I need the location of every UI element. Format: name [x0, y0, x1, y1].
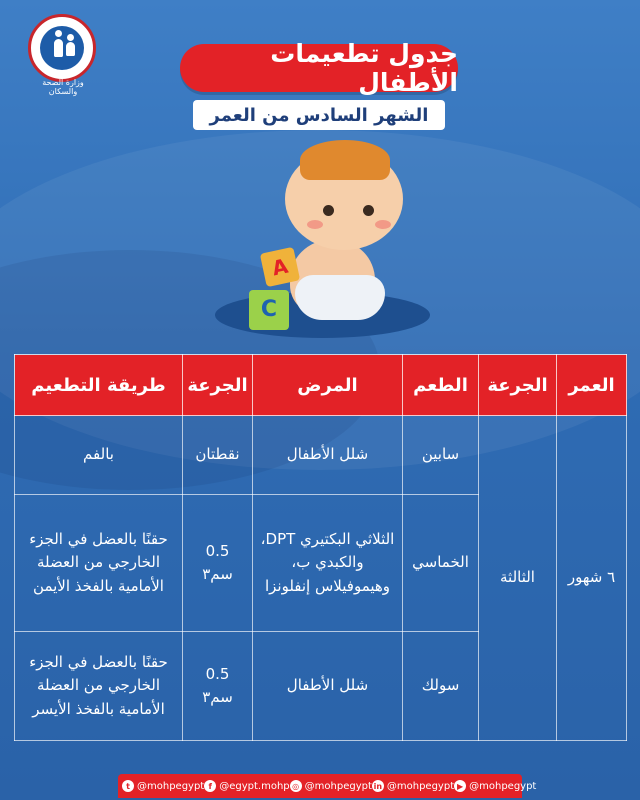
baby-eye-left	[323, 205, 334, 216]
baby-cheek-left	[307, 220, 323, 229]
page-title: جدول تطعيمات الأطفال	[180, 44, 458, 92]
social-handle: @mohpegypt	[304, 780, 372, 792]
cell-disease: الثلاثي البكتيري DPT، والكبدي ب، وهيموفيلاس إنفلونزا	[253, 495, 403, 632]
facebook-icon: f	[204, 780, 216, 792]
table-header-row	[15, 355, 627, 416]
header-disease: المرض	[253, 355, 403, 416]
toy-block-a: A	[260, 247, 300, 287]
social-linkedin[interactable]	[372, 780, 454, 792]
instagram-icon: ◎	[290, 780, 302, 792]
cell-vaccine: سابين	[403, 416, 479, 495]
cell-age: ٦ شهور	[557, 416, 627, 741]
social-handle: @mohpegypt	[137, 780, 205, 792]
cell-dose	[183, 632, 253, 741]
table-row	[15, 416, 627, 495]
cell-method: حقنًا بالعضل في الجزء الخارجي من العضلة الأمامية بالفخذ الأيسر	[15, 632, 183, 741]
baby-hair	[300, 140, 390, 180]
header-method: طريقة التطعيم	[15, 355, 183, 416]
logo-figure-head	[55, 30, 62, 37]
dose-unit: سم٣	[202, 688, 233, 706]
cell-dose: نقطتان	[183, 416, 253, 495]
twitter-icon: t	[122, 780, 134, 792]
cell-dose-number: الثالثة	[479, 416, 557, 741]
cell-vaccine: الخماسي	[403, 495, 479, 632]
baby-illustration	[215, 140, 425, 350]
dose-value: 0.5	[205, 541, 230, 560]
social-facebook[interactable]	[204, 780, 289, 792]
social-youtube[interactable]	[454, 780, 536, 792]
baby-cheek-right	[375, 220, 391, 229]
dose-unit: سم٣	[202, 565, 233, 583]
dose-value: 0.5	[205, 664, 230, 683]
header-vaccine: الطعم	[403, 355, 479, 416]
baby-eye-right	[363, 205, 374, 216]
cell-disease: شلل الأطفال	[253, 632, 403, 741]
cell-method: حقنًا بالعضل في الجزء الخارجي من العضلة الأمامية بالفخذ الأيمن	[15, 495, 183, 632]
social-handle: @mohpegypt	[386, 780, 455, 792]
cell-disease: شلل الأطفال	[253, 416, 403, 495]
header-dose-number: الجرعة	[479, 355, 557, 416]
social-footer	[118, 774, 537, 798]
page-subtitle: الشهر السادس من العمر	[193, 100, 445, 130]
logo-child-head	[67, 34, 74, 41]
cell-vaccine: سولك	[403, 632, 479, 741]
baby-diaper	[295, 275, 385, 320]
social-handle: @mohpegypt	[469, 780, 537, 792]
logo-figure	[54, 39, 63, 57]
vaccination-table	[14, 354, 627, 741]
cell-dose	[183, 495, 253, 632]
youtube-icon: ▶	[454, 780, 466, 792]
logo-caption: وزارة الصحة والسكان	[42, 78, 84, 96]
social-twitter[interactable]	[122, 780, 204, 792]
linkedin-icon: in	[373, 781, 383, 791]
ministry-logo	[28, 14, 96, 82]
logo-child-figure	[66, 42, 75, 56]
toy-block-c: C	[249, 290, 289, 330]
cell-method: بالفم	[15, 416, 183, 495]
social-handle: @egypt.mohp	[219, 780, 290, 792]
header-age: العمر	[557, 355, 627, 416]
header-dose: الجرعة	[183, 355, 253, 416]
social-instagram[interactable]	[290, 780, 372, 792]
